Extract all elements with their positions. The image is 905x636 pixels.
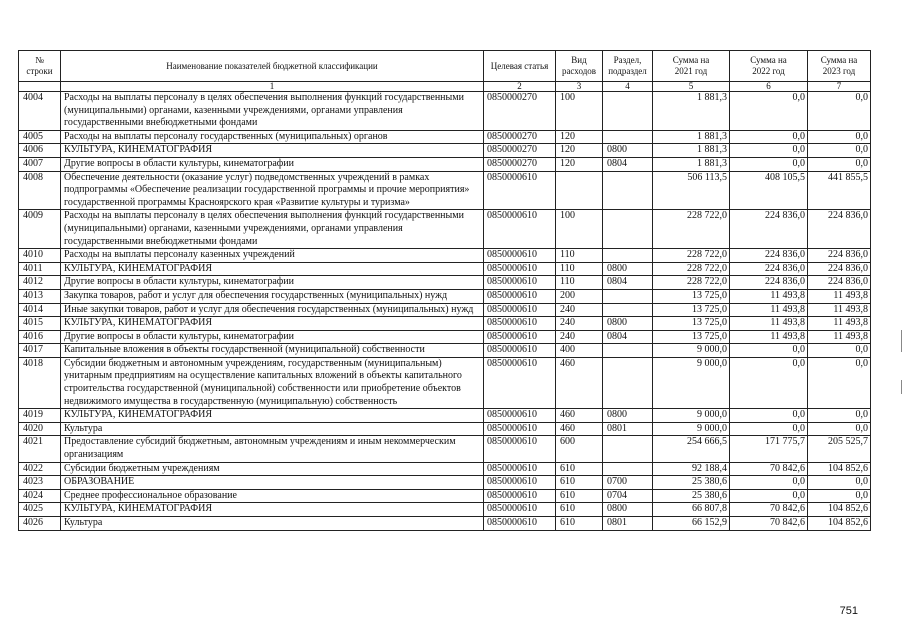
target-article-cell: 0850000610 [484,303,556,317]
section-cell: 0800 [603,317,653,331]
sum-2022-cell: 408 105,5 [730,171,808,210]
table-row [19,289,871,303]
sum-2022-cell: 0,0 [730,130,808,144]
sum-2023-cell: 11 493,8 [808,303,871,317]
target-article-cell: 0850000610 [484,503,556,517]
row-number-cell: 4023 [19,476,61,490]
expense-kind-cell: 110 [556,276,603,290]
sum-2023-cell: 0,0 [808,409,871,423]
section-cell: 0700 [603,476,653,490]
section-cell: 0800 [603,144,653,158]
indicator-name-cell: Закупка товаров, работ и услуг для обеспечения государственных (муниципальных) нужд [61,289,484,303]
row-number-cell: 4012 [19,276,61,290]
column-index: 4 [603,82,653,92]
header-name: Наименование показателей бюджетной классификации [61,51,484,82]
sum-2023-cell: 0,0 [808,344,871,358]
expense-kind-cell: 100 [556,92,603,131]
section-cell: 0804 [603,330,653,344]
header-sum-2023: Сумма на 2023 год [808,51,871,82]
header-target: Целевая статья [484,51,556,82]
row-number-cell: 4025 [19,503,61,517]
sum-2021-cell: 13 725,0 [653,330,730,344]
sum-2022-cell: 0,0 [730,92,808,131]
column-index: 2 [484,82,556,92]
expense-kind-cell: 240 [556,330,603,344]
table-row [19,210,871,249]
table-row [19,503,871,517]
budget-table [18,50,871,531]
target-article-cell: 0850000610 [484,409,556,423]
sum-2023-cell: 0,0 [808,357,871,408]
sum-2023-cell: 0,0 [808,422,871,436]
expense-kind-cell: 610 [556,476,603,490]
indicator-name-cell: Субсидии бюджетным и автономным учреждениям, государственным (муниципальным) унитарным предприятиям на осуществление капитальных вложений в объекты капитального строительства государственной (муниципальной) собственности или приобретение объектов недвижимого имущества в государственную (муниципальную) собственность [61,357,484,408]
sum-2021-cell: 1 881,3 [653,92,730,131]
sum-2023-cell: 11 493,8 [808,289,871,303]
indicator-name-cell: Другие вопросы в области культуры, кинематографии [61,330,484,344]
target-article-cell: 0850000610 [484,357,556,408]
sum-2022-cell: 0,0 [730,409,808,423]
indicator-name-cell: КУЛЬТУРА, КИНЕМАТОГРАФИЯ [61,503,484,517]
target-article-cell: 0850000270 [484,92,556,131]
table-row [19,92,871,131]
sum-2022-cell: 0,0 [730,344,808,358]
sum-2022-cell: 0,0 [730,157,808,171]
row-number-cell: 4008 [19,171,61,210]
sum-2023-cell: 11 493,8 [808,330,871,344]
sum-2022-cell: 0,0 [730,357,808,408]
table-row [19,357,871,408]
target-article-cell: 0850000610 [484,436,556,462]
expense-kind-cell: 610 [556,462,603,476]
sum-2022-cell: 11 493,8 [730,317,808,331]
sum-2022-cell: 0,0 [730,489,808,503]
expense-kind-cell [556,171,603,210]
table-row [19,317,871,331]
indicator-name-cell: Другие вопросы в области культуры, кинематографии [61,276,484,290]
header-row-no: № строки [19,51,61,82]
sum-2023-cell: 0,0 [808,144,871,158]
sum-2022-cell: 70 842,6 [730,517,808,531]
section-cell [603,462,653,476]
sum-2021-cell: 228 722,0 [653,276,730,290]
sum-2021-cell: 1 881,3 [653,157,730,171]
table-row [19,409,871,423]
row-number-cell: 4007 [19,157,61,171]
sum-2023-cell: 0,0 [808,489,871,503]
sum-2021-cell: 1 881,3 [653,144,730,158]
sum-2021-cell: 506 113,5 [653,171,730,210]
row-number-cell: 4015 [19,317,61,331]
expense-kind-cell: 110 [556,249,603,263]
expense-kind-cell: 600 [556,436,603,462]
expense-kind-cell: 460 [556,409,603,423]
table-row [19,171,871,210]
sum-2022-cell: 0,0 [730,422,808,436]
sum-2021-cell: 228 722,0 [653,249,730,263]
section-cell [603,171,653,210]
page-number: 751 [839,605,858,617]
sum-2023-cell: 0,0 [808,92,871,131]
sum-2023-cell: 224 836,0 [808,210,871,249]
section-cell [603,357,653,408]
sum-2022-cell: 171 775,7 [730,436,808,462]
scan-edge-mark [901,330,902,352]
section-cell [603,436,653,462]
expense-kind-cell: 120 [556,130,603,144]
expense-kind-cell: 200 [556,289,603,303]
sum-2021-cell: 13 725,0 [653,317,730,331]
target-article-cell: 0850000270 [484,130,556,144]
expense-kind-cell: 460 [556,422,603,436]
sum-2022-cell: 70 842,6 [730,462,808,476]
section-cell: 0704 [603,489,653,503]
table-row [19,489,871,503]
sum-2023-cell: 441 855,5 [808,171,871,210]
indicator-name-cell: КУЛЬТУРА, КИНЕМАТОГРАФИЯ [61,144,484,158]
section-cell: 0801 [603,422,653,436]
indicator-name-cell: Расходы на выплаты персоналу государственных (муниципальных) органов [61,130,484,144]
target-article-cell: 0850000610 [484,249,556,263]
section-cell [603,344,653,358]
target-article-cell: 0850000610 [484,462,556,476]
sum-2021-cell: 13 725,0 [653,303,730,317]
sum-2021-cell: 9 000,0 [653,357,730,408]
target-article-cell: 0850000610 [484,276,556,290]
table-row [19,303,871,317]
row-number-cell: 4011 [19,262,61,276]
table-row [19,436,871,462]
indicator-name-cell: КУЛЬТУРА, КИНЕМАТОГРАФИЯ [61,317,484,331]
row-number-cell: 4014 [19,303,61,317]
table-header-row [19,51,871,82]
sum-2023-cell: 0,0 [808,130,871,144]
sum-2022-cell: 0,0 [730,476,808,490]
row-number-cell: 4006 [19,144,61,158]
indicator-name-cell: Культура [61,517,484,531]
row-number-cell: 4026 [19,517,61,531]
target-article-cell: 0850000610 [484,330,556,344]
indicator-name-cell: Капитальные вложения в объекты государственной (муниципальной) собственности [61,344,484,358]
sum-2021-cell: 66 807,8 [653,503,730,517]
expense-kind-cell: 460 [556,357,603,408]
indicator-name-cell: Субсидии бюджетным учреждениям [61,462,484,476]
expense-kind-cell: 610 [556,489,603,503]
sum-2023-cell: 11 493,8 [808,317,871,331]
budget-table-sheet [18,50,870,531]
indicator-name-cell: Иные закупки товаров, работ и услуг для обеспечения государственных (муниципальных) нужд [61,303,484,317]
sum-2021-cell: 254 666,5 [653,436,730,462]
sum-2021-cell: 9 000,0 [653,344,730,358]
target-article-cell: 0850000610 [484,476,556,490]
table-row [19,422,871,436]
sum-2021-cell: 228 722,0 [653,262,730,276]
row-number-cell: 4005 [19,130,61,144]
indicator-name-cell: Культура [61,422,484,436]
indicator-name-cell: Расходы на выплаты персоналу казенных учреждений [61,249,484,263]
sum-2021-cell: 66 152,9 [653,517,730,531]
expense-kind-cell: 400 [556,344,603,358]
sum-2021-cell: 25 380,6 [653,489,730,503]
section-cell [603,303,653,317]
header-sum-2021: Сумма на 2021 год [653,51,730,82]
row-number-cell: 4010 [19,249,61,263]
indicator-name-cell: Среднее профессиональное образование [61,489,484,503]
section-cell [603,92,653,131]
sum-2023-cell: 205 525,7 [808,436,871,462]
row-number-cell: 4020 [19,422,61,436]
section-cell [603,249,653,263]
expense-kind-cell: 120 [556,157,603,171]
sum-2023-cell: 104 852,6 [808,517,871,531]
scan-edge-mark [901,380,902,394]
row-number-cell: 4004 [19,92,61,131]
table-row [19,130,871,144]
sum-2022-cell: 11 493,8 [730,289,808,303]
target-article-cell: 0850000610 [484,317,556,331]
row-number-cell: 4019 [19,409,61,423]
indicator-name-cell: Расходы на выплаты персоналу в целях обеспечения выполнения функций государственными (муниципальными) органами, казенными учреждениями, органами управления государственными внебюджетными фондами [61,92,484,131]
row-number-cell: 4018 [19,357,61,408]
target-article-cell: 0850000610 [484,289,556,303]
indicator-name-cell: Предоставление субсидий бюджетным, автономным учреждениям и иным некоммерческим организациям [61,436,484,462]
table-row [19,476,871,490]
column-index: 7 [808,82,871,92]
target-article-cell: 0850000610 [484,210,556,249]
row-number-cell: 4016 [19,330,61,344]
column-index [19,82,61,92]
sum-2022-cell: 11 493,8 [730,330,808,344]
table-row [19,330,871,344]
target-article-cell: 0850000270 [484,157,556,171]
sum-2021-cell: 228 722,0 [653,210,730,249]
section-cell: 0804 [603,157,653,171]
table-row [19,144,871,158]
sum-2023-cell: 224 836,0 [808,262,871,276]
sum-2021-cell: 25 380,6 [653,476,730,490]
target-article-cell: 0850000610 [484,344,556,358]
header-sum-2022: Сумма на 2022 год [730,51,808,82]
sum-2021-cell: 13 725,0 [653,289,730,303]
indicator-name-cell: ОБРАЗОВАНИЕ [61,476,484,490]
table-row [19,249,871,263]
section-cell [603,289,653,303]
sum-2023-cell: 104 852,6 [808,462,871,476]
indicator-name-cell: Обеспечение деятельности (оказание услуг) подведомственных учреждений в рамках подпрограммы «Обеспечение реализации государственной программы и прочие мероприятия» государственной программы Красноярского края «Развитие культуры и туризма» [61,171,484,210]
column-index: 3 [556,82,603,92]
indicator-name-cell: КУЛЬТУРА, КИНЕМАТОГРАФИЯ [61,262,484,276]
sum-2023-cell: 0,0 [808,476,871,490]
section-cell: 0800 [603,503,653,517]
target-article-cell: 0850000610 [484,422,556,436]
target-article-cell: 0850000270 [484,144,556,158]
table-row [19,344,871,358]
target-article-cell: 0850000610 [484,517,556,531]
header-kind: Вид расходов [556,51,603,82]
row-number-cell: 4017 [19,344,61,358]
expense-kind-cell: 100 [556,210,603,249]
target-article-cell: 0850000610 [484,489,556,503]
row-number-cell: 4013 [19,289,61,303]
table-row [19,517,871,531]
column-index: 6 [730,82,808,92]
sum-2023-cell: 224 836,0 [808,249,871,263]
sum-2023-cell: 224 836,0 [808,276,871,290]
column-index: 5 [653,82,730,92]
sum-2022-cell: 224 836,0 [730,276,808,290]
sum-2022-cell: 224 836,0 [730,262,808,276]
table-row [19,262,871,276]
sum-2022-cell: 224 836,0 [730,210,808,249]
sum-2021-cell: 1 881,3 [653,130,730,144]
indicator-name-cell: Расходы на выплаты персоналу в целях обеспечения выполнения функций государственными (муниципальными) органами, казенными учреждениями, органами управления государственными внебюджетными фондами [61,210,484,249]
target-article-cell: 0850000610 [484,262,556,276]
sum-2022-cell: 11 493,8 [730,303,808,317]
section-cell: 0801 [603,517,653,531]
sum-2022-cell: 224 836,0 [730,249,808,263]
sum-2023-cell: 104 852,6 [808,503,871,517]
header-section: Раздел, подраздел [603,51,653,82]
column-index: 1 [61,82,484,92]
row-number-cell: 4024 [19,489,61,503]
section-cell: 0800 [603,262,653,276]
section-cell [603,130,653,144]
expense-kind-cell: 120 [556,144,603,158]
sum-2021-cell: 9 000,0 [653,409,730,423]
table-row [19,462,871,476]
expense-kind-cell: 610 [556,517,603,531]
expense-kind-cell: 110 [556,262,603,276]
target-article-cell: 0850000610 [484,171,556,210]
sum-2022-cell: 70 842,6 [730,503,808,517]
expense-kind-cell: 240 [556,303,603,317]
row-number-cell: 4022 [19,462,61,476]
row-number-cell: 4009 [19,210,61,249]
sum-2021-cell: 9 000,0 [653,422,730,436]
row-number-cell: 4021 [19,436,61,462]
sum-2021-cell: 92 188,4 [653,462,730,476]
table-row [19,276,871,290]
expense-kind-cell: 240 [556,317,603,331]
section-cell: 0800 [603,409,653,423]
sum-2023-cell: 0,0 [808,157,871,171]
column-index-row [19,82,871,92]
section-cell [603,210,653,249]
section-cell: 0804 [603,276,653,290]
indicator-name-cell: Другие вопросы в области культуры, кинематографии [61,157,484,171]
indicator-name-cell: КУЛЬТУРА, КИНЕМАТОГРАФИЯ [61,409,484,423]
expense-kind-cell: 610 [556,503,603,517]
sum-2022-cell: 0,0 [730,144,808,158]
table-row [19,157,871,171]
